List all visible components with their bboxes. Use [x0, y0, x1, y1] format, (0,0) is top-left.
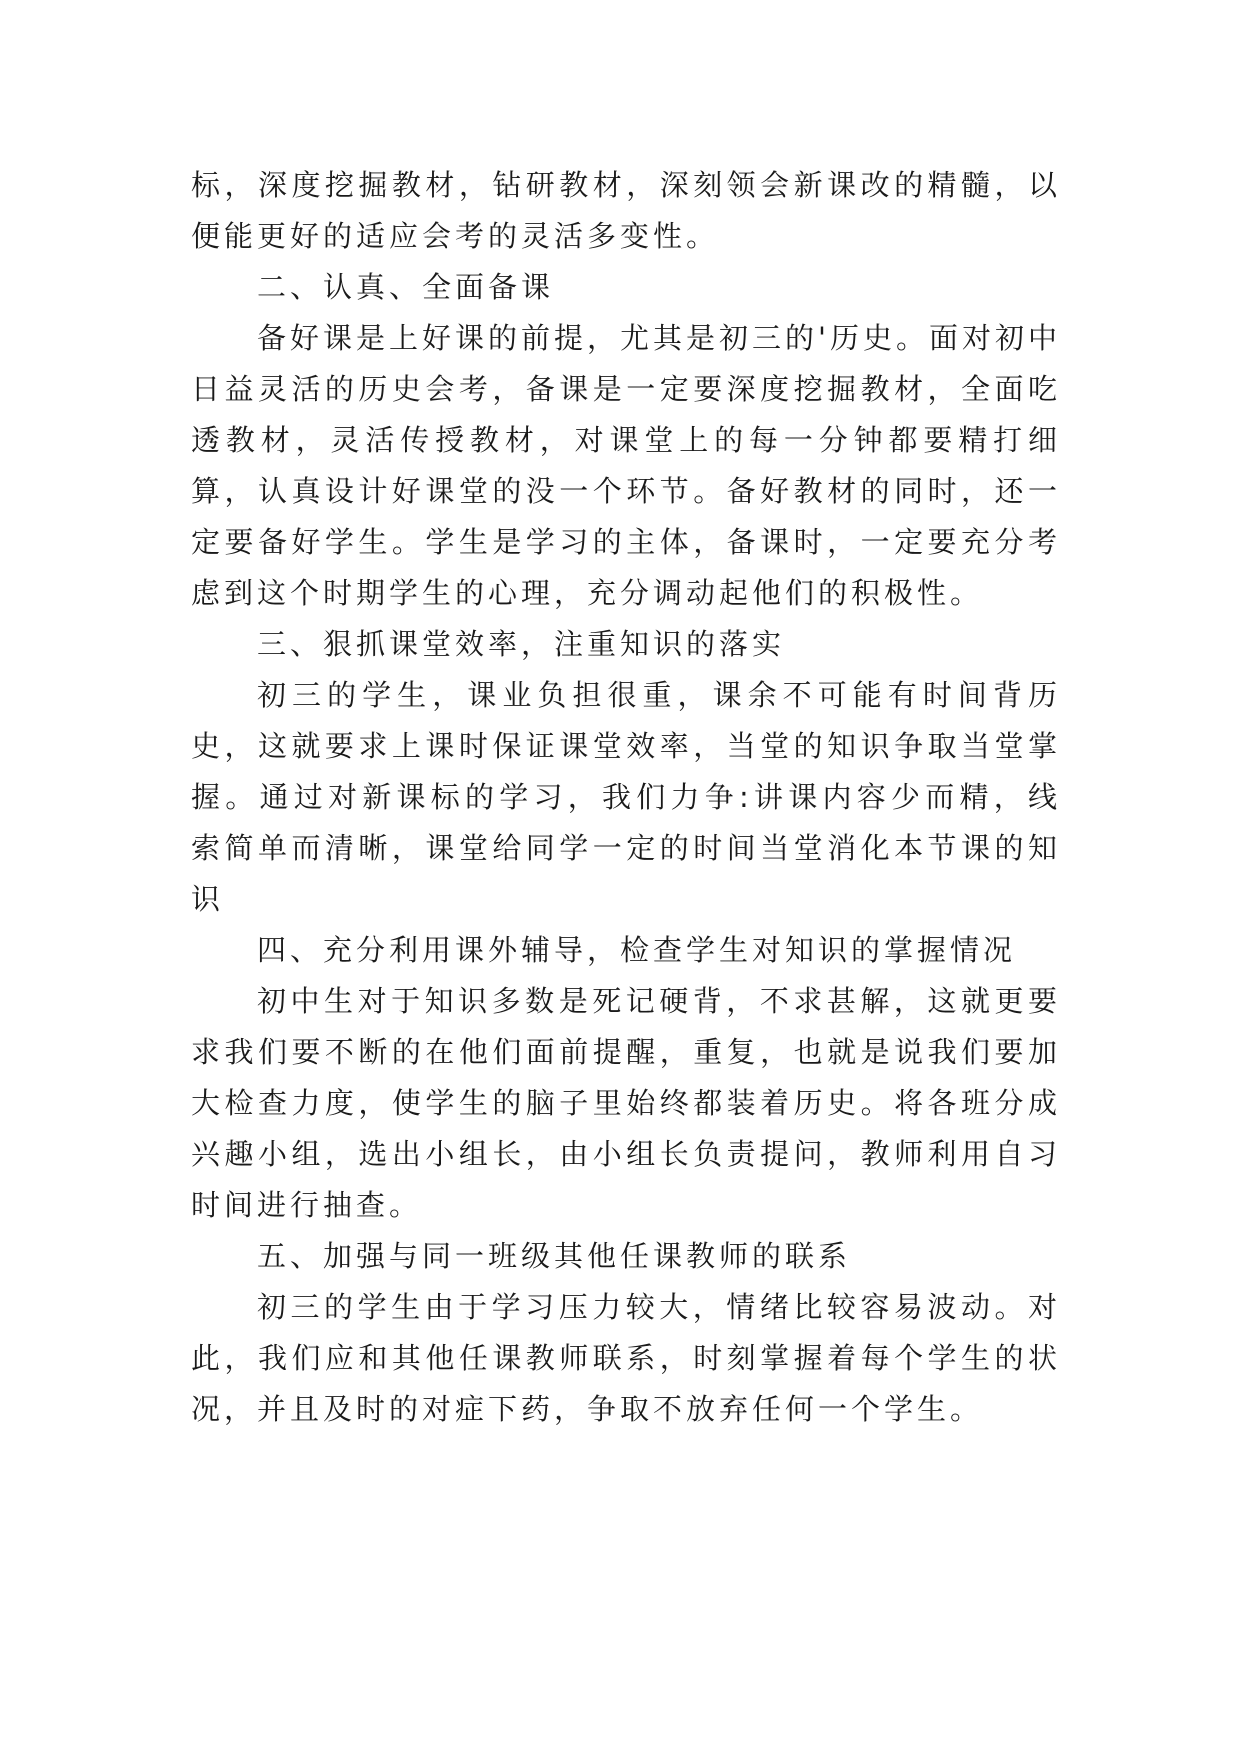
paragraph-teacher-contact: 初三的学生由于学习压力较大，情绪比较容易波动。对此，我们应和其他任课教师联系，时刻掌握着每个学生的状况，并且及时的对症下药，争取不放弃任何一个学生。 — [191, 1290, 1061, 1426]
document-body — [191, 160, 1061, 1435]
paragraph-class-efficiency: 初三的学生，课业负担很重，课余不可能有时间背历史，这就要求上课时保证课堂效率，当堂的知识争取当堂掌握。通过对新课标的学习，我们力争:讲课内容少而精，线索简单而清晰，课堂给同学一定的时间当堂消化本节课的知识 — [191, 678, 1061, 916]
section-heading-3: 三、狠抓课堂效率，注重知识的落实 — [257, 627, 786, 661]
section-heading-4: 四、充分利用课外辅导，检查学生对知识的掌握情况 — [257, 933, 1017, 967]
paragraph-continuation: 标，深度挖掘教材，钻研教材，深刻领会新课改的精髓，以便能更好的适应会考的灵活多变性。 — [191, 168, 1061, 253]
paragraph-tutoring: 初中生对于知识多数是死记硬背，不求甚解，这就更要求我们要不断的在他们面前提醒，重复，也就是说我们要加大检查力度，使学生的脑子里始终都装着历史。将各班分成兴趣小组，选出小组长，由小组长负责提问，教师利用自习时间进行抽查。 — [191, 984, 1061, 1222]
section-heading-5: 五、加强与同一班级其他任课教师的联系 — [257, 1239, 852, 1273]
paragraph-lesson-prep: 备好课是上好课的前提，尤其是初三的'历史。面对初中日益灵活的历史会考，备课是一定要深度挖掘教材，全面吃透教材，灵活传授教材，对课堂上的每一分钟都要精打细算，认真设计好课堂的没一个环节。备好教材的同时，还一定要备好学生。学生是学习的主体，备课时，一定要充分考虑到这个时期学生的心理，充分调动起他们的积极性。 — [191, 321, 1061, 610]
section-heading-2: 二、认真、全面备课 — [257, 270, 555, 304]
